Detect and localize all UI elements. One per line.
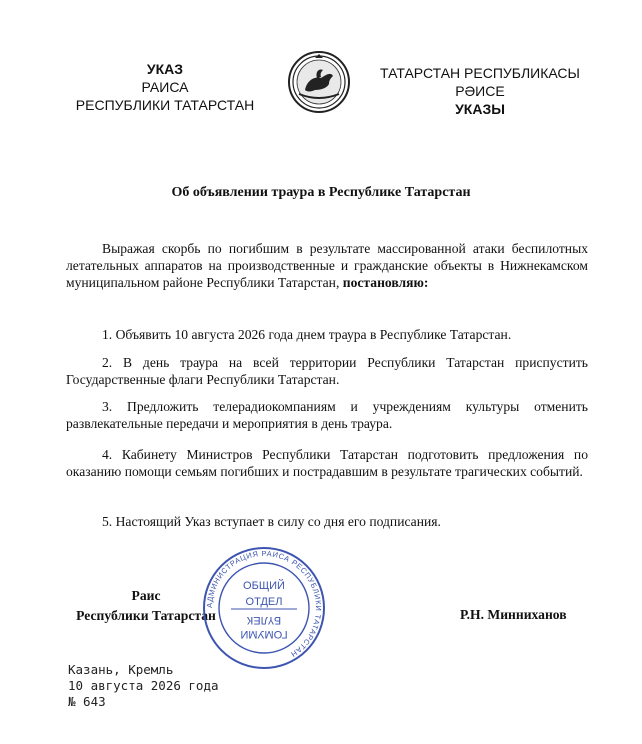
header-left-line2: РАИСА <box>141 79 189 95</box>
footer-number: № 643 <box>68 694 106 709</box>
header-left-line1: УКАЗ <box>146 61 184 77</box>
signatory-title-line2: Республики Татарстан <box>76 608 216 623</box>
header-right-line2: РӘИСЕ <box>455 83 505 99</box>
stamp-line4: ГОМУМИ <box>240 628 288 640</box>
stamp-line2: ОТДЕЛ <box>245 596 283 608</box>
decree-item-1: 1. Объявить 10 августа 2026 года днем траура в Республике Татарстан. <box>102 327 512 342</box>
footer-place: Казань, Кремль <box>68 662 174 677</box>
official-stamp <box>201 545 327 671</box>
preamble <box>66 240 588 291</box>
footer-block <box>68 662 219 710</box>
signatory-title-line1: Раис <box>131 588 161 603</box>
header-right-line3: УКАЗЫ <box>455 101 505 117</box>
header-left-line3: РЕСПУБЛИКИ ТАТАРСТАН <box>75 97 255 113</box>
stamp-line3: БҮЛЕК <box>246 614 282 626</box>
preamble-bold: постановляю: <box>342 275 429 290</box>
footer-date: 10 августа 2026 года <box>68 678 219 693</box>
stamp-ring-text: АДМИНИСТРАЦИЯ РАИСА РЕСПУБЛИКИ ТАТАРСТАН <box>204 548 324 660</box>
header-left <box>60 60 270 114</box>
decree-item-5: 5. Настоящий Указ вступает в силу со дня его подписания. <box>102 514 441 529</box>
header-right <box>360 64 600 118</box>
decree-item-2: 2. В день траура на всей территории Республики Татарстан приспустить Государственные флаги Республики Татарстан. <box>66 355 588 387</box>
header-right-line1: ТАТАРСТАН РЕСПУБЛИКАСЫ <box>380 65 580 81</box>
document-title: Об объявлении траура в Республике Татарстан <box>171 185 471 200</box>
signatory-name: Р.Н. Минниханов <box>460 607 567 622</box>
decree-item-3: 3. Предложить телерадиокомпаниям и учреждениям культуры отменить развлекательные передачи и мероприятия в день траура. <box>66 399 588 431</box>
decree-item-4: 4. Кабинету Министров Республики Татарстан подготовить предложения по оказанию помощи семьям погибших и пострадавшим в результате трагических событий. <box>66 447 588 479</box>
stamp-line1: ОБЩИЙ <box>243 580 285 592</box>
preamble-text: Выражая скорбь по погибшим в результате массированной атаки беспилотных летательных аппаратов на производственные и гражданские объекты в Нижнекамском муниципальном районе Республики Татарстан, <box>66 241 588 290</box>
coat-of-arms-icon <box>287 50 351 114</box>
